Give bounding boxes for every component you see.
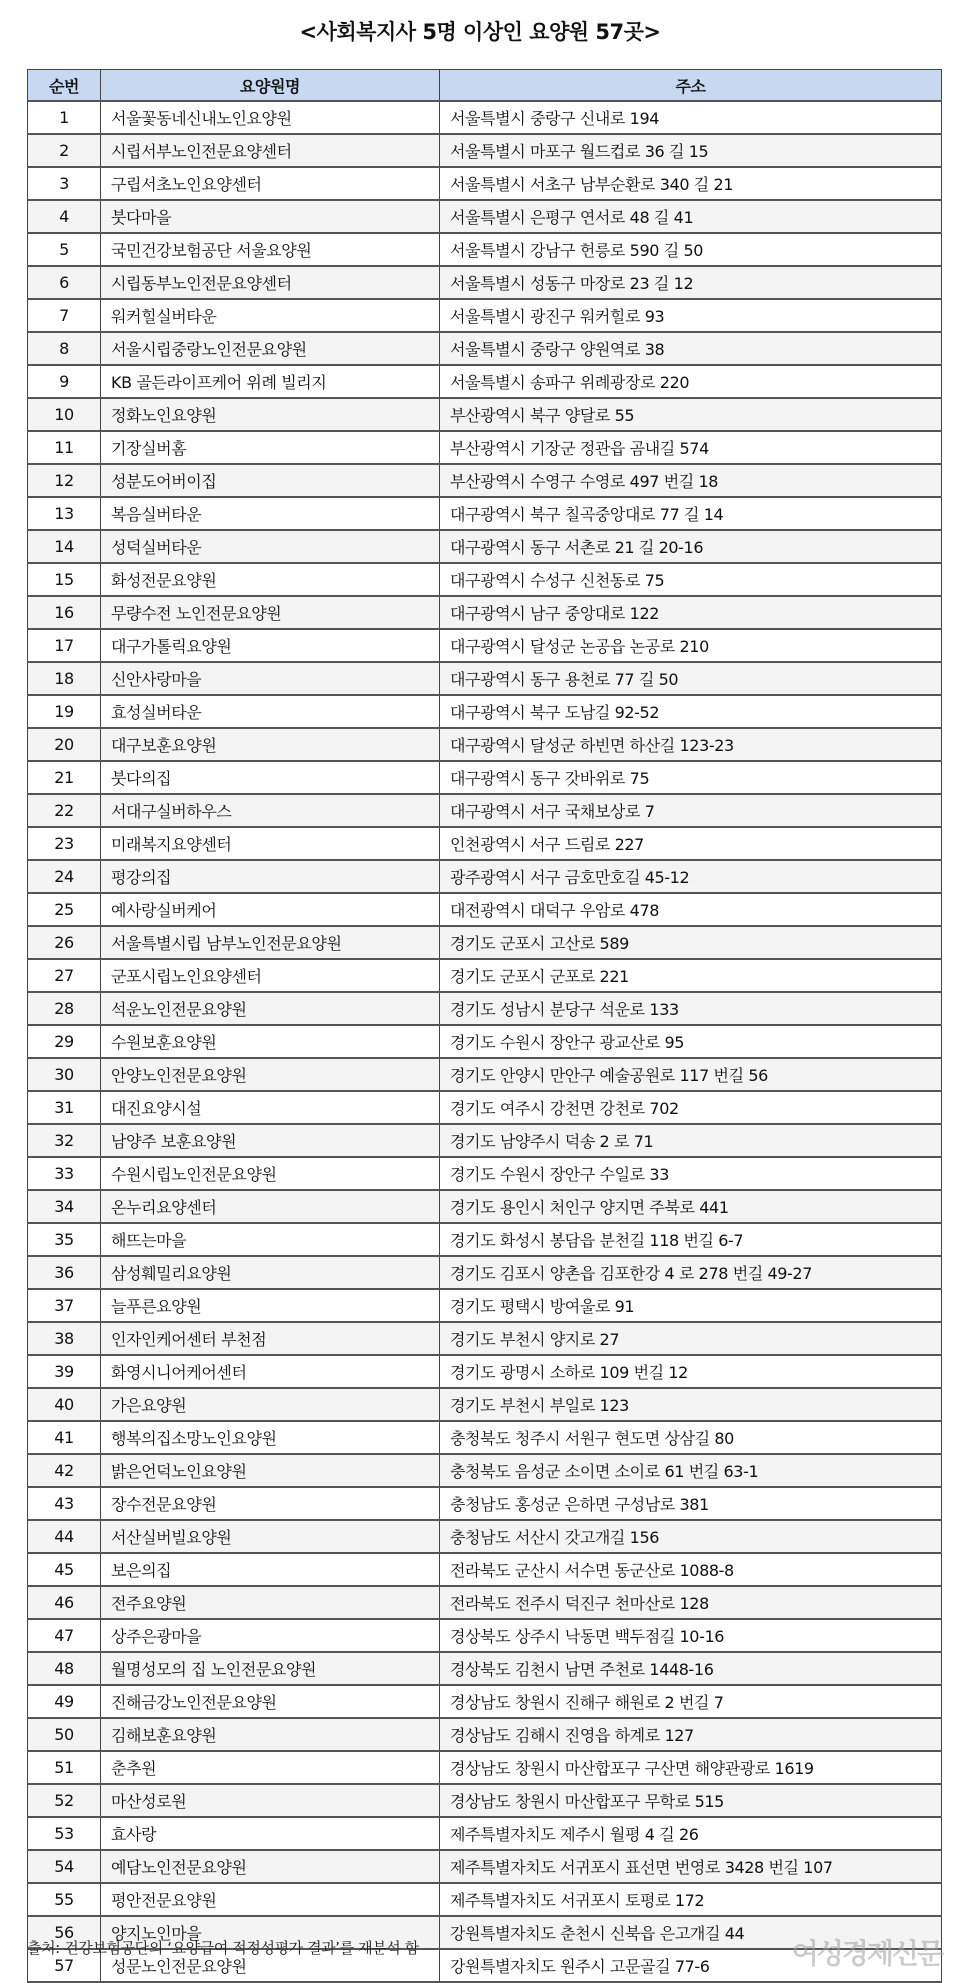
row-address: 충청남도 서산시 갓고개길 156 (440, 1520, 942, 1553)
header-address: 주소 (440, 70, 942, 102)
table-row (28, 1685, 942, 1718)
table-row (28, 926, 942, 959)
row-name: 군포시립노인요양센터 (101, 959, 440, 992)
row-address: 대구광역시 북구 도남길 92-52 (440, 695, 942, 728)
row-name: 전주요양원 (101, 1586, 440, 1619)
row-number: 51 (28, 1751, 101, 1784)
row-name: 신안사랑마을 (101, 662, 440, 695)
row-number: 19 (28, 695, 101, 728)
table-row (28, 431, 942, 464)
row-address: 경기도 군포시 군포로 221 (440, 959, 942, 992)
row-address: 경상남도 김해시 진영읍 하계로 127 (440, 1718, 942, 1751)
table-row (28, 563, 942, 596)
table-row (28, 1817, 942, 1850)
header-number: 순번 (28, 70, 101, 102)
row-address: 서울특별시 강남구 헌릉로 590 길 50 (440, 233, 942, 266)
row-address: 경상남도 창원시 마산합포구 무학로 515 (440, 1784, 942, 1817)
row-name: 대구보훈요양원 (101, 728, 440, 761)
table-row (28, 860, 942, 893)
table-row (28, 596, 942, 629)
row-number: 6 (28, 266, 101, 299)
row-name: 인자인케어센터 부천점 (101, 1322, 440, 1355)
table-row (28, 1553, 942, 1586)
row-name: 효사랑 (101, 1817, 440, 1850)
row-name: 대구가톨릭요양원 (101, 629, 440, 662)
row-name: 화영시니어케어센터 (101, 1355, 440, 1388)
row-number: 41 (28, 1421, 101, 1454)
row-number: 7 (28, 299, 101, 332)
row-number: 15 (28, 563, 101, 596)
table-row (28, 959, 942, 992)
row-number: 8 (28, 332, 101, 365)
row-name: 시립서부노인전문요양센터 (101, 134, 440, 167)
row-name: 마산성로원 (101, 1784, 440, 1817)
row-address: 서울특별시 송파구 위례광장로 220 (440, 365, 942, 398)
row-address: 대전광역시 대덕구 우암로 478 (440, 893, 942, 926)
row-number: 10 (28, 398, 101, 431)
row-address: 서울특별시 서초구 남부순환로 340 길 21 (440, 167, 942, 200)
row-address: 경기도 여주시 강천면 강천로 702 (440, 1091, 942, 1124)
row-number: 24 (28, 860, 101, 893)
table-row (28, 728, 942, 761)
row-name: 성덕실버타운 (101, 530, 440, 563)
row-address: 경기도 안양시 만안구 예술공원로 117 번길 56 (440, 1058, 942, 1091)
row-name: 춘추원 (101, 1751, 440, 1784)
row-number: 2 (28, 134, 101, 167)
row-number: 29 (28, 1025, 101, 1058)
row-number: 38 (28, 1322, 101, 1355)
row-name: 서대구실버하우스 (101, 794, 440, 827)
row-address: 대구광역시 동구 용천로 77 길 50 (440, 662, 942, 695)
row-number: 43 (28, 1487, 101, 1520)
table-row (28, 464, 942, 497)
row-name: 양지노인마을 (101, 1916, 440, 1949)
nursing-home-table (27, 69, 942, 1983)
row-address: 경기도 광명시 소하로 109 번길 12 (440, 1355, 942, 1388)
row-address: 부산광역시 기장군 정관읍 곰내길 574 (440, 431, 942, 464)
row-name: 행복의집소망노인요양원 (101, 1421, 440, 1454)
row-address: 서울특별시 중랑구 양원역로 38 (440, 332, 942, 365)
row-address: 전라북도 전주시 덕진구 천마산로 128 (440, 1586, 942, 1619)
table-row (28, 530, 942, 563)
row-address: 경기도 남양주시 덕송 2 로 71 (440, 1124, 942, 1157)
table-row (28, 1454, 942, 1487)
row-address: 대구광역시 달성군 하빈면 하산길 123-23 (440, 728, 942, 761)
table-row (28, 1619, 942, 1652)
row-number: 1 (28, 101, 101, 134)
row-name: 석운노인전문요양원 (101, 992, 440, 1025)
row-address: 경기도 용인시 처인구 양지면 주북로 441 (440, 1190, 942, 1223)
table-row (28, 1355, 942, 1388)
row-name: 기장실버홈 (101, 431, 440, 464)
table-row (28, 794, 942, 827)
row-name: 월명성모의 집 노인전문요양원 (101, 1652, 440, 1685)
row-address: 서울특별시 성동구 마장로 23 길 12 (440, 266, 942, 299)
row-number: 57 (28, 1949, 101, 1982)
row-address: 대구광역시 수성구 신천동로 75 (440, 563, 942, 596)
row-name: 가은요양원 (101, 1388, 440, 1421)
table-row (28, 1751, 942, 1784)
row-name: 효성실버타운 (101, 695, 440, 728)
row-address: 서울특별시 중랑구 신내로 194 (440, 101, 942, 134)
row-address: 강원특별자치도 원주시 고문골길 77-6 (440, 1949, 942, 1982)
row-name: 구립서초노인요양센터 (101, 167, 440, 200)
table-row (28, 662, 942, 695)
row-number: 52 (28, 1784, 101, 1817)
table-row (28, 1322, 942, 1355)
row-number: 20 (28, 728, 101, 761)
table-row (28, 200, 942, 233)
row-name: 붓다의집 (101, 761, 440, 794)
row-address: 충청북도 청주시 서원구 현도면 상삼길 80 (440, 1421, 942, 1454)
table-row (28, 1520, 942, 1553)
row-number: 36 (28, 1256, 101, 1289)
table-row (28, 1091, 942, 1124)
row-name: 안양노인전문요양원 (101, 1058, 440, 1091)
row-address: 대구광역시 서구 국채보상로 7 (440, 794, 942, 827)
row-address: 제주특별자치도 서귀포시 표선면 번영로 3428 번길 107 (440, 1850, 942, 1883)
row-name: 서울시립중랑노인전문요양원 (101, 332, 440, 365)
row-name: 서산실버빌요양원 (101, 1520, 440, 1553)
row-address: 충청북도 음성군 소이면 소이로 61 번길 63-1 (440, 1454, 942, 1487)
row-number: 50 (28, 1718, 101, 1751)
row-number: 12 (28, 464, 101, 497)
row-name: 진해금강노인전문요양원 (101, 1685, 440, 1718)
row-name: 수원보훈요양원 (101, 1025, 440, 1058)
row-number: 11 (28, 431, 101, 464)
table-row (28, 1586, 942, 1619)
row-address: 대구광역시 달성군 논공읍 논공로 210 (440, 629, 942, 662)
row-number: 4 (28, 200, 101, 233)
row-number: 18 (28, 662, 101, 695)
row-number: 49 (28, 1685, 101, 1718)
table-row (28, 1388, 942, 1421)
row-number: 46 (28, 1586, 101, 1619)
table-row (28, 398, 942, 431)
table-header-row (28, 70, 942, 102)
table-title: <사회복지사 5명 이상인 요양원 57곳> (299, 20, 661, 44)
row-address: 경기도 부천시 양지로 27 (440, 1322, 942, 1355)
row-name: 해뜨는마을 (101, 1223, 440, 1256)
row-number: 9 (28, 365, 101, 398)
table-row (28, 1883, 942, 1916)
row-number: 42 (28, 1454, 101, 1487)
row-name: 늘푸른요양원 (101, 1289, 440, 1322)
table-row (28, 332, 942, 365)
row-address: 경기도 수원시 장안구 광교산로 95 (440, 1025, 942, 1058)
row-address: 부산광역시 수영구 수영로 497 번길 18 (440, 464, 942, 497)
row-name: 장수전문요양원 (101, 1487, 440, 1520)
row-address: 서울특별시 은평구 연서로 48 길 41 (440, 200, 942, 233)
table-row (28, 992, 942, 1025)
row-address: 경기도 평택시 방여울로 91 (440, 1289, 942, 1322)
row-address: 대구광역시 동구 갓바위로 75 (440, 761, 942, 794)
row-name: 화성전문요양원 (101, 563, 440, 596)
table-row (28, 1718, 942, 1751)
row-address: 서울특별시 마포구 월드컵로 36 길 15 (440, 134, 942, 167)
row-name: 서울꽃동네신내노인요양원 (101, 101, 440, 134)
row-address: 대구광역시 북구 칠곡중앙대로 77 길 14 (440, 497, 942, 530)
row-address: 광주광역시 서구 금호만호길 45-12 (440, 860, 942, 893)
row-name: 워커힐실버타운 (101, 299, 440, 332)
row-address: 경상북도 상주시 낙동면 백두점길 10-16 (440, 1619, 942, 1652)
row-name: 대진요양시설 (101, 1091, 440, 1124)
row-number: 16 (28, 596, 101, 629)
row-number: 34 (28, 1190, 101, 1223)
row-number: 47 (28, 1619, 101, 1652)
row-address: 제주특별자치도 제주시 월평 4 길 26 (440, 1817, 942, 1850)
table-row (28, 1289, 942, 1322)
row-number: 45 (28, 1553, 101, 1586)
table-row (28, 233, 942, 266)
table-row (28, 1157, 942, 1190)
row-name: 삼성훼밀리요양원 (101, 1256, 440, 1289)
row-address: 강원특별자치도 춘천시 신북읍 은고개길 44 (440, 1916, 942, 1949)
row-address: 인천광역시 서구 드림로 227 (440, 827, 942, 860)
row-number: 3 (28, 167, 101, 200)
row-name: 평강의집 (101, 860, 440, 893)
row-number: 55 (28, 1883, 101, 1916)
row-address: 대구광역시 동구 서촌로 21 길 20-16 (440, 530, 942, 563)
row-number: 31 (28, 1091, 101, 1124)
row-name: 서울특별시립 남부노인전문요양원 (101, 926, 440, 959)
table-row (28, 893, 942, 926)
row-address: 전라북도 군산시 서수면 동군산로 1088-8 (440, 1553, 942, 1586)
row-name: 미래복지요양센터 (101, 827, 440, 860)
table-body (28, 101, 942, 1982)
row-number: 22 (28, 794, 101, 827)
row-name: 붓다마을 (101, 200, 440, 233)
row-address: 경기도 군포시 고산로 589 (440, 926, 942, 959)
table-row (28, 1850, 942, 1883)
row-number: 13 (28, 497, 101, 530)
row-number: 44 (28, 1520, 101, 1553)
row-address: 경기도 부천시 부일로 123 (440, 1388, 942, 1421)
row-address: 경기도 성남시 분당구 석운로 133 (440, 992, 942, 1025)
row-name: 무량수전 노인전문요양원 (101, 596, 440, 629)
table-row (28, 1256, 942, 1289)
row-number: 26 (28, 926, 101, 959)
row-number: 28 (28, 992, 101, 1025)
table-row (28, 695, 942, 728)
row-number: 21 (28, 761, 101, 794)
table-row (28, 365, 942, 398)
row-name: 온누리요양센터 (101, 1190, 440, 1223)
table-row (28, 629, 942, 662)
row-number: 27 (28, 959, 101, 992)
row-name: 밝은언덕노인요양원 (101, 1454, 440, 1487)
row-number: 39 (28, 1355, 101, 1388)
row-address: 경상남도 창원시 마산합포구 구산면 해양관광로 1619 (440, 1751, 942, 1784)
row-name: KB 골든라이프케어 위례 빌리지 (101, 365, 440, 398)
table-row (28, 1784, 942, 1817)
table-row (28, 497, 942, 530)
table-row (28, 266, 942, 299)
table-row (28, 167, 942, 200)
row-number: 30 (28, 1058, 101, 1091)
table-row (28, 101, 942, 134)
row-address: 제주특별자치도 서귀포시 토평로 172 (440, 1883, 942, 1916)
row-address: 경상북도 김천시 남면 주천로 1448-16 (440, 1652, 942, 1685)
table-row (28, 1025, 942, 1058)
table-row (28, 1058, 942, 1091)
table-row (28, 134, 942, 167)
row-number: 32 (28, 1124, 101, 1157)
row-number: 54 (28, 1850, 101, 1883)
row-number: 53 (28, 1817, 101, 1850)
table-row (28, 1124, 942, 1157)
source-note: 출처: 건강보험공단의 ‘요양급여 적정성평가 결과’를 재분석 함 (27, 1939, 419, 1957)
row-number: 14 (28, 530, 101, 563)
table-row (28, 1223, 942, 1256)
table-row (28, 761, 942, 794)
row-name: 예사랑실버케어 (101, 893, 440, 926)
table-row (28, 1652, 942, 1685)
row-name: 예담노인전문요양원 (101, 1850, 440, 1883)
row-name: 복음실버타운 (101, 497, 440, 530)
table-row (28, 1487, 942, 1520)
row-number: 25 (28, 893, 101, 926)
row-name: 상주은광마을 (101, 1619, 440, 1652)
row-number: 17 (28, 629, 101, 662)
row-number: 33 (28, 1157, 101, 1190)
table-row (28, 1190, 942, 1223)
row-address: 서울특별시 광진구 워커힐로 93 (440, 299, 942, 332)
row-name: 국민건강보험공단 서울요양원 (101, 233, 440, 266)
row-address: 경기도 수원시 장안구 수일로 33 (440, 1157, 942, 1190)
row-number: 40 (28, 1388, 101, 1421)
table-row (28, 299, 942, 332)
row-address: 경기도 화성시 봉담읍 분천길 118 번길 6-7 (440, 1223, 942, 1256)
row-name: 수원시립노인전문요양원 (101, 1157, 440, 1190)
row-number: 56 (28, 1916, 101, 1949)
row-name: 평안전문요양원 (101, 1883, 440, 1916)
row-number: 23 (28, 827, 101, 860)
row-name: 김해보훈요양원 (101, 1718, 440, 1751)
header-name: 요양원명 (101, 70, 440, 102)
row-name: 성분도어버이집 (101, 464, 440, 497)
row-name: 성문노인전문요양원 (101, 1949, 440, 1982)
row-address: 경상남도 창원시 진해구 해원로 2 번길 7 (440, 1685, 942, 1718)
row-name: 시립동부노인전문요양센터 (101, 266, 440, 299)
row-number: 35 (28, 1223, 101, 1256)
table-row (28, 1421, 942, 1454)
watermark-logo: 여성경제신문 (791, 1937, 942, 1970)
row-address: 충청남도 홍성군 은하면 구성남로 381 (440, 1487, 942, 1520)
row-address: 경기도 김포시 양촌읍 김포한강 4 로 278 번길 49-27 (440, 1256, 942, 1289)
row-name: 보은의집 (101, 1553, 440, 1586)
row-number: 37 (28, 1289, 101, 1322)
row-number: 48 (28, 1652, 101, 1685)
row-number: 5 (28, 233, 101, 266)
table-row (28, 827, 942, 860)
row-address: 대구광역시 남구 중앙대로 122 (440, 596, 942, 629)
row-name: 정화노인요양원 (101, 398, 440, 431)
row-name: 남양주 보훈요양원 (101, 1124, 440, 1157)
row-address: 부산광역시 북구 양달로 55 (440, 398, 942, 431)
